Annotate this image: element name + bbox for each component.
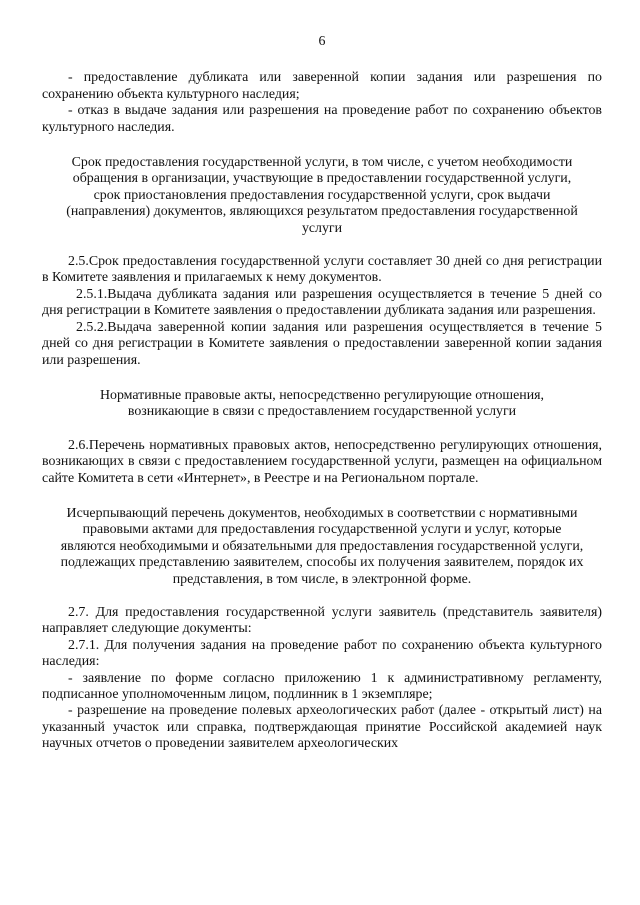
list-item-application: - заявление по форме согласно приложению 1 к административному регламенту, подписанное уполномоченным лицом, подлинник в 1 экземпляре; <box>42 670 602 702</box>
list-item-refusal: - отказ в выдаче задания или разрешения на проведение работ по сохранению объектов культурного наследия. <box>42 103 602 135</box>
paragraph-2-5-2: 2.5.2.Выдача заверенной копии задания или разрешения осуществляется в течение 5 дней со дня регистрации в Комитете заявления о предоставлении заверенной копии задания или разрешения. <box>42 319 602 368</box>
list-item-permit: - разрешение на проведение полевых археологических работ (далее - открытый лист) на указанный участок или справка, подтверждающая принятие Российской академией наук научных отчетов о проведении заявителем археологических <box>42 703 602 752</box>
section-heading-term <box>60 155 584 237</box>
heading-docs-text: Исчерпывающий перечень документов, необходимых в соответствии с нормативными правовыми актами для предоставления государственной услуги и услуг, которые являются необходимыми и обязательными для предоставления государственной услуги, подлежащих представлению заявителем, способы их получения заявителем, порядок их представления, в том числе, в электронной форме. <box>60 505 584 587</box>
page-number: 6 <box>318 34 326 49</box>
paragraph-2-6: 2.6.Перечень нормативных правовых актов, непосредственно регулирующих отношения, возникающих в связи с предоставлением государственной услуги, размещен на официальном сайте Комитета в сети «Интернет», в Реестре и на Региональном портале. <box>42 437 602 486</box>
paragraph-2-7-1: 2.7.1. Для получения задания на проведение работ по сохранению объекта культурного наследия: <box>42 637 602 670</box>
section-heading-acts <box>60 388 584 421</box>
heading-acts-text: Нормативные правовые акты, непосредственно регулирующие отношения, возникающие в связи с предоставлением государственной услуги <box>99 387 545 420</box>
list-item-duplicate: - предоставление дубликата или заверенной копии задания или разрешения по сохранению объекта культурного наследия; <box>42 70 602 102</box>
paragraph-2-5-1: 2.5.1.Выдача дубликата задания или разрешения осуществляется в течение 5 дней со дня регистрации в Комитете заявления о предоставлении дубликата задания или разрешения. <box>42 286 602 319</box>
paragraph-2-7: 2.7. Для предоставления государственной услуги заявитель (представитель заявителя) направляет следующие документы: <box>42 604 602 637</box>
heading-term-text: Срок предоставления государственной услуги, в том числе, с учетом необходимости обращения в организации, участвующие в предоставлении государственной услуги, срок приостановления предоставления государственной услуги, срок выдачи (направления) документов, являющихся результатом предоставления государственной услуги <box>66 155 578 236</box>
section-heading-docs <box>60 506 584 588</box>
paragraph-2-5: 2.5.Срок предоставления государственной услуги составляет 30 дней со дня регистрации в Комитете заявления и прилагаемых к нему документов. <box>42 254 602 286</box>
